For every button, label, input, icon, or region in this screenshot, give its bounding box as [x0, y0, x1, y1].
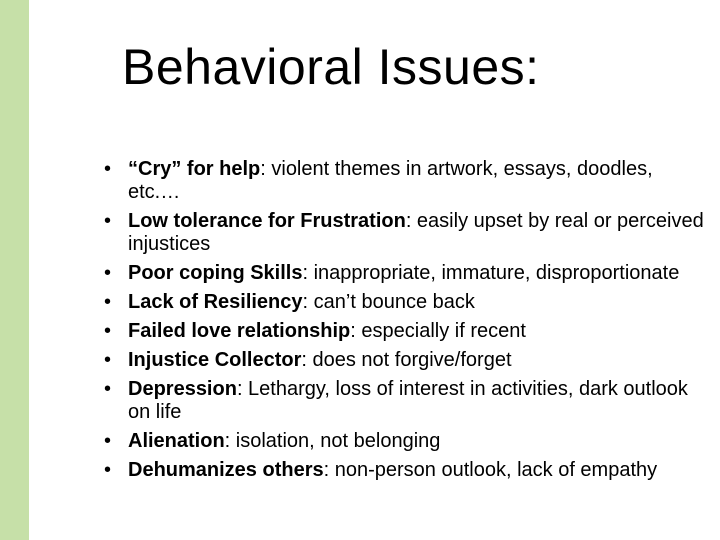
item-term: Dehumanizes others: [128, 459, 324, 481]
bullet-list: [104, 158, 704, 488]
item-text: does not forgive/forget: [306, 349, 512, 371]
list-item: [104, 262, 704, 285]
item-term: Low tolerance for Frustration: [128, 210, 406, 232]
item-term: Lack of Resiliency: [128, 291, 303, 313]
item-separator: :: [301, 349, 307, 371]
item-text: non-person outlook, lack of empathy: [329, 459, 658, 481]
list-item: [104, 378, 704, 424]
item-separator: :: [405, 210, 412, 232]
item-text: can’t bounce back: [308, 291, 475, 313]
item-term: Alienation: [128, 430, 225, 452]
bullet-icon: •: [104, 320, 112, 342]
list-item: [104, 291, 704, 314]
item-separator: :: [302, 262, 309, 284]
item-separator: :: [350, 320, 356, 342]
item-separator: :: [302, 291, 309, 313]
bullet-icon: •: [104, 291, 112, 313]
list-item: [104, 349, 704, 372]
item-text: easily upset by real or perceived injustices: [128, 210, 704, 255]
item-separator: :: [260, 158, 266, 180]
item-separator: :: [236, 378, 243, 400]
bullet-icon: •: [104, 459, 112, 481]
item-term: Injustice Collector: [128, 349, 302, 371]
item-separator: :: [323, 459, 330, 481]
item-text: violent themes in artwork, essays, doodles, etc.…: [128, 158, 653, 203]
item-term: Poor coping Skills: [128, 262, 303, 284]
list-item: [104, 210, 704, 256]
list-item: [104, 320, 704, 343]
item-text: isolation, not belonging: [230, 430, 441, 452]
list-item: [104, 459, 704, 482]
bullet-icon: •: [104, 158, 112, 180]
item-term: Failed love relationship: [128, 320, 351, 342]
left-accent-bar: [0, 0, 29, 540]
list-item: [104, 430, 704, 453]
item-text: Lethargy, loss of interest in activities, dark outlook on life: [128, 378, 688, 423]
item-term: “Cry” for help: [128, 158, 261, 180]
bullet-icon: •: [104, 430, 112, 452]
bullet-icon: •: [104, 349, 112, 371]
item-text: inappropriate, immature, disproportionate: [308, 262, 680, 284]
list-item: [104, 158, 704, 204]
bullet-icon: •: [104, 210, 112, 232]
item-term: Depression: [128, 378, 237, 400]
slide-title: Behavioral Issues:: [122, 39, 540, 95]
item-text: especially if recent: [355, 320, 526, 342]
bullet-icon: •: [104, 378, 112, 400]
item-separator: :: [224, 430, 231, 452]
bullet-icon: •: [104, 262, 112, 284]
